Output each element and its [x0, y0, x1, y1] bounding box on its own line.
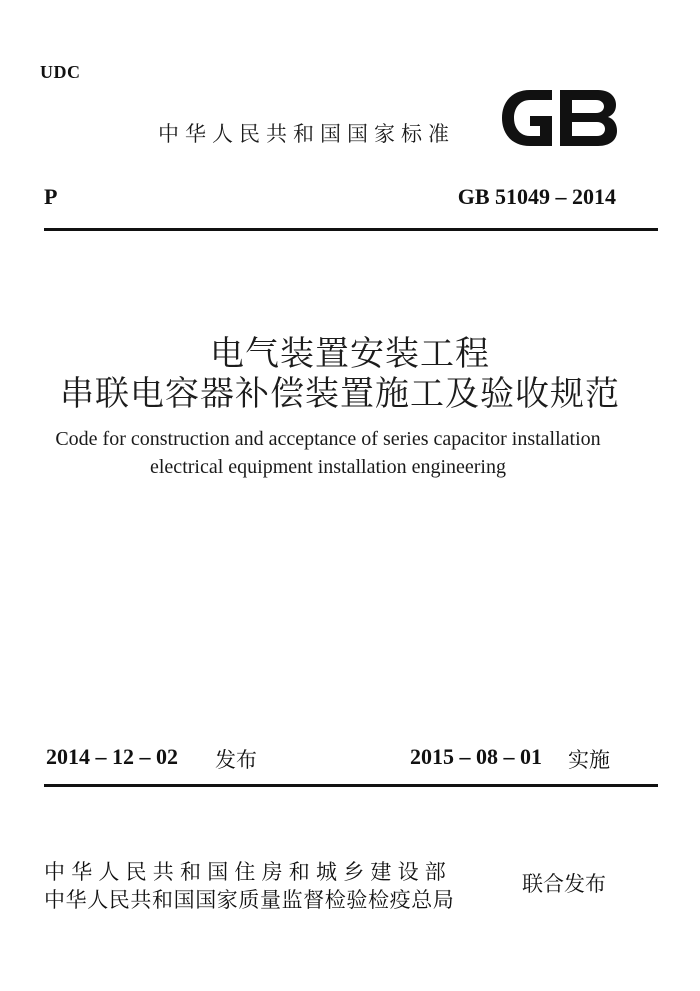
classification-code: P — [44, 184, 58, 209]
title-english-line1: Code for construction and acceptance of series capacitor installation — [55, 428, 601, 450]
title-chinese-line1: 电气装置安装工程 — [210, 334, 490, 374]
top-divider — [44, 228, 658, 231]
joint-issue-label: 联合发布 — [522, 872, 606, 896]
implementation-label: 实施 — [568, 748, 610, 772]
title-chinese-line2: 串联电容器补偿装置施工及验收规范 — [60, 374, 620, 414]
issuer-quality-supervision: 中华人民共和国国家质量监督检验检疫总局 — [44, 888, 455, 912]
issue-date: 2014 – 12 – 02 — [46, 744, 178, 769]
implementation-date: 2015 – 08 – 01 — [410, 744, 542, 769]
gb-logo-icon — [500, 88, 618, 148]
title-english-line2: electrical equipment installation engineering — [150, 456, 506, 478]
issue-label: 发布 — [215, 748, 257, 772]
national-standard-label: 中华人民共和国国家标准 — [158, 122, 455, 146]
udc-label: UDC — [40, 62, 81, 82]
standard-number: GB 51049 – 2014 — [457, 184, 616, 209]
bottom-divider — [44, 784, 658, 787]
issuer-ministry-housing: 中华人民共和国住房和城乡建设部 — [44, 860, 452, 884]
